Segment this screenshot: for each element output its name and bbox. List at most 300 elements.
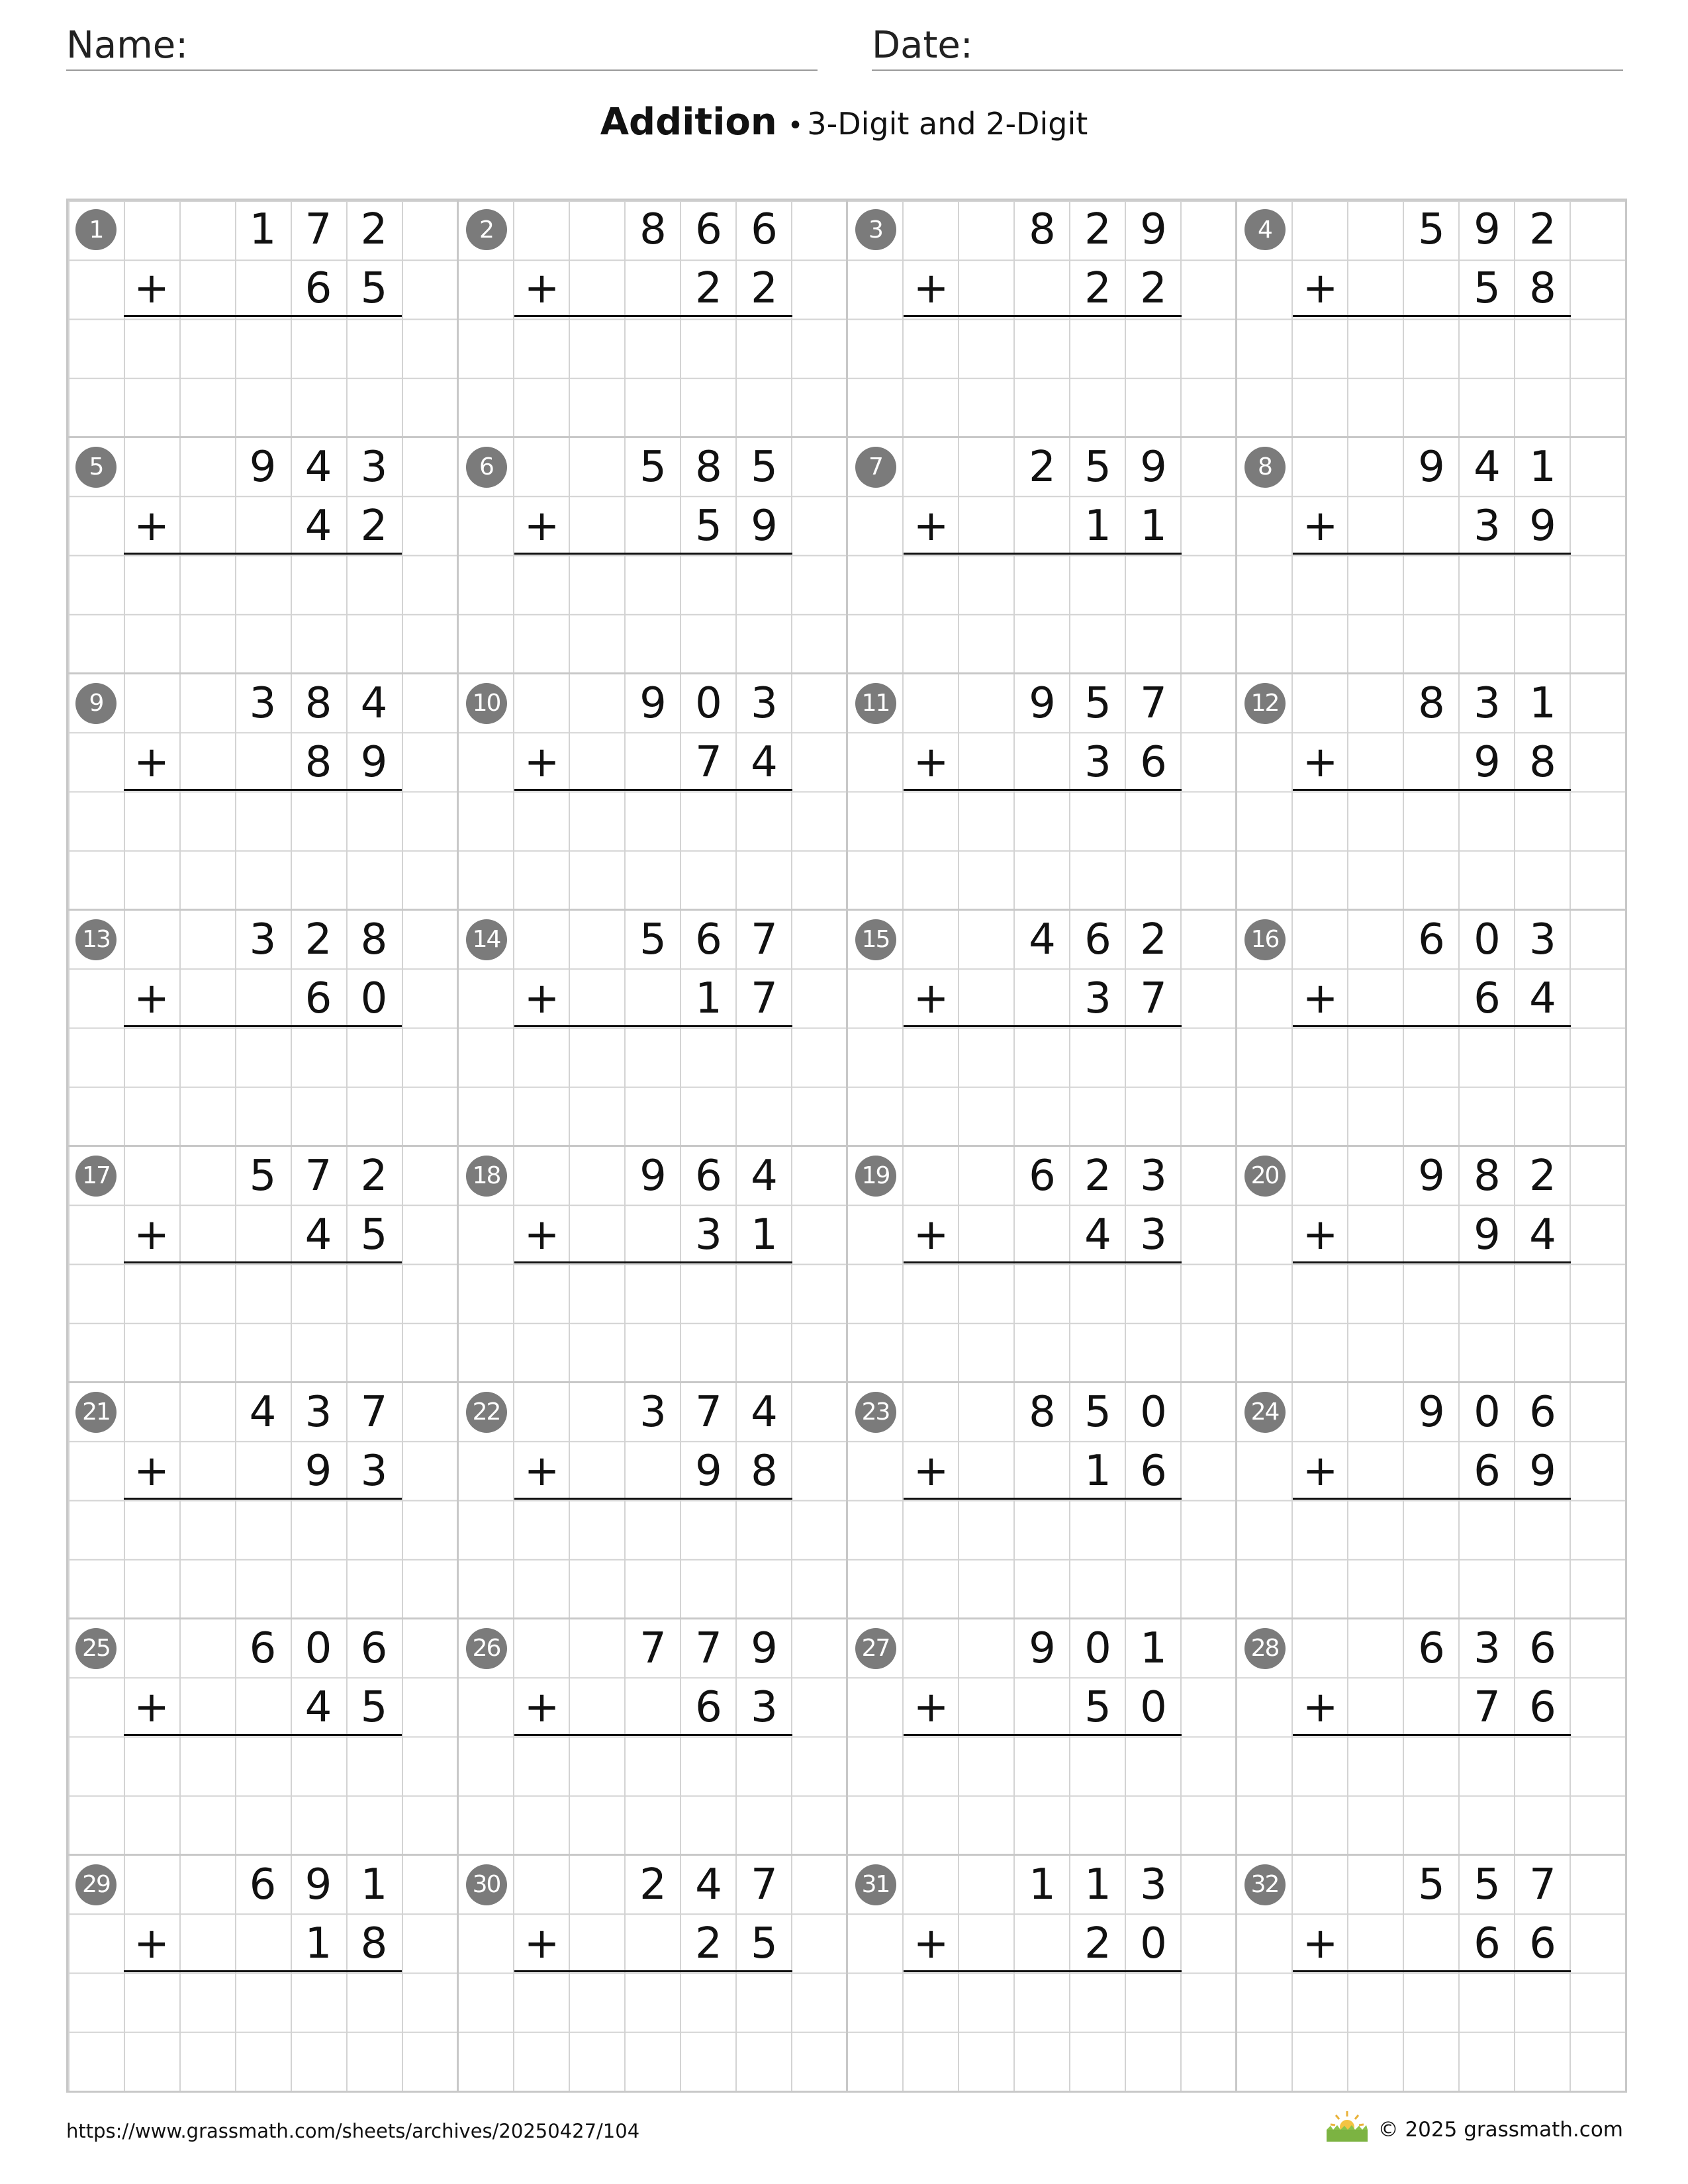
- addend-bottom-digit: 3: [1474, 501, 1501, 551]
- addend-top-digit: 1: [249, 205, 277, 254]
- worksheet-title: [0, 101, 1688, 144]
- addend-top-digit: 3: [360, 442, 388, 492]
- problem-number-badge: 31: [855, 1864, 896, 1905]
- problem-number-badge: 9: [75, 683, 117, 724]
- problem-number-badge: 22: [466, 1392, 507, 1433]
- addend-top-digit: 4: [1474, 442, 1501, 492]
- problem-27: [846, 1617, 1237, 1856]
- addend-top-digit: 5: [1084, 1387, 1111, 1437]
- answer-line: [124, 1498, 402, 1500]
- plus-sign: +: [1302, 737, 1338, 787]
- problem-18: [457, 1145, 848, 1383]
- answer-line: [904, 1734, 1182, 1736]
- answer-line: [904, 1970, 1182, 1972]
- plus-sign: +: [134, 1682, 169, 1732]
- addend-top-digit: 5: [1084, 678, 1111, 728]
- addend-top-digit: 7: [360, 1387, 388, 1437]
- addend-bottom-digit: 0: [1140, 1682, 1167, 1732]
- addend-top-digit: 3: [1474, 1623, 1501, 1673]
- addend-bottom-digit: 3: [1084, 737, 1111, 787]
- addend-bottom-digit: 6: [305, 264, 332, 314]
- addend-bottom-digit: 3: [1140, 1210, 1167, 1259]
- addend-top-digit: 6: [360, 1623, 388, 1673]
- addend-bottom-digit: 5: [360, 1682, 388, 1732]
- problem-19: [846, 1145, 1237, 1383]
- answer-line: [124, 1734, 402, 1736]
- addend-bottom-digit: 9: [1529, 501, 1556, 551]
- addend-top-digit: 6: [1418, 915, 1445, 964]
- problem-number-badge: 6: [466, 447, 507, 488]
- problem-12: [1235, 672, 1626, 911]
- addend-top-digit: 3: [751, 678, 778, 728]
- addend-bottom-digit: 4: [305, 1682, 332, 1732]
- addend-top-digit: 2: [1084, 1151, 1111, 1201]
- addend-bottom-digit: 6: [1474, 974, 1501, 1023]
- plus-sign: +: [524, 1682, 560, 1732]
- date-label: Date:: [872, 24, 973, 67]
- addend-top-digit: 8: [695, 442, 722, 492]
- addend-bottom-digit: 4: [1084, 1210, 1111, 1259]
- addend-bottom-digit: 3: [360, 1446, 388, 1496]
- addend-top-digit: 5: [249, 1151, 277, 1201]
- addend-top-digit: 6: [249, 1623, 277, 1673]
- addend-top-digit: 3: [1140, 1860, 1167, 1909]
- problem-grid: [66, 199, 1627, 2093]
- plus-sign: +: [1302, 1682, 1338, 1732]
- addend-top-digit: 6: [1418, 1623, 1445, 1673]
- problem-number-badge: 10: [466, 683, 507, 724]
- problem-number-badge: 20: [1244, 1156, 1286, 1197]
- addend-bottom-digit: 7: [751, 974, 778, 1023]
- addend-top-digit: 6: [695, 205, 722, 254]
- plus-sign: +: [1302, 501, 1338, 551]
- problem-number-badge: 21: [75, 1392, 117, 1433]
- answer-line: [904, 1498, 1182, 1500]
- addend-top-digit: 8: [360, 915, 388, 964]
- plus-sign: +: [524, 1919, 560, 1968]
- addend-bottom-digit: 2: [695, 1919, 722, 1968]
- name-field[interactable]: [66, 20, 818, 71]
- addend-top-digit: 9: [1418, 442, 1445, 492]
- problem-9: [68, 672, 457, 911]
- answer-line: [514, 1734, 792, 1736]
- addend-top-digit: 4: [360, 678, 388, 728]
- addend-top-digit: 9: [249, 442, 277, 492]
- problem-number-badge: 8: [1244, 447, 1286, 488]
- addend-bottom-digit: 5: [1474, 264, 1501, 314]
- addend-bottom-digit: 0: [360, 974, 388, 1023]
- grass-sun-logo-icon: [1324, 2109, 1370, 2143]
- addend-bottom-digit: 9: [1474, 1210, 1501, 1259]
- answer-line: [1293, 789, 1571, 791]
- addend-bottom-digit: 7: [1474, 1682, 1501, 1732]
- problem-number-badge: 19: [855, 1156, 896, 1197]
- addend-bottom-digit: 9: [360, 737, 388, 787]
- answer-line: [124, 315, 402, 317]
- answer-line: [514, 1970, 792, 1972]
- plus-sign: +: [134, 1919, 169, 1968]
- addend-top-digit: 6: [1529, 1387, 1556, 1437]
- problem-20: [1235, 1145, 1626, 1383]
- addend-bottom-digit: 7: [695, 737, 722, 787]
- addend-bottom-digit: 6: [305, 974, 332, 1023]
- date-field[interactable]: [872, 20, 1623, 71]
- addend-bottom-digit: 8: [1529, 737, 1556, 787]
- addend-bottom-digit: 9: [1474, 737, 1501, 787]
- addend-bottom-digit: 7: [1140, 974, 1167, 1023]
- plus-sign: +: [134, 1446, 169, 1496]
- plus-sign: +: [524, 264, 560, 314]
- problem-number-badge: 24: [1244, 1392, 1286, 1433]
- answer-line: [1293, 1970, 1571, 1972]
- answer-line: [1293, 1498, 1571, 1500]
- addend-bottom-digit: 5: [751, 1919, 778, 1968]
- problem-22: [457, 1381, 848, 1619]
- plus-sign: +: [913, 1919, 949, 1968]
- problem-number-badge: 13: [75, 919, 117, 960]
- answer-line: [124, 1970, 402, 1972]
- footer-copyright: © 2025 grassmath.com: [1378, 2118, 1623, 2142]
- problem-16: [1235, 909, 1626, 1147]
- addend-top-digit: 4: [695, 1860, 722, 1909]
- title-subtitle: 3-Digit and 2-Digit: [807, 106, 1088, 142]
- addend-top-digit: 7: [751, 915, 778, 964]
- addend-top-digit: 0: [695, 678, 722, 728]
- answer-line: [904, 789, 1182, 791]
- problem-number-badge: 26: [466, 1628, 507, 1669]
- addend-top-digit: 3: [1529, 915, 1556, 964]
- answer-line: [514, 315, 792, 317]
- problem-30: [457, 1854, 848, 2092]
- addend-bottom-digit: 3: [1084, 974, 1111, 1023]
- problem-number-badge: 1: [75, 209, 117, 250]
- addend-top-digit: 1: [1529, 678, 1556, 728]
- addend-bottom-digit: 4: [305, 1210, 332, 1259]
- addend-bottom-digit: 2: [695, 264, 722, 314]
- plus-sign: +: [913, 737, 949, 787]
- answer-line: [514, 553, 792, 555]
- plus-sign: +: [524, 501, 560, 551]
- problem-number-badge: 5: [75, 447, 117, 488]
- problem-28: [1235, 1617, 1626, 1856]
- addend-top-digit: 2: [639, 1860, 667, 1909]
- addend-top-digit: 0: [1084, 1623, 1111, 1673]
- addend-top-digit: 7: [695, 1623, 722, 1673]
- addend-top-digit: 7: [695, 1387, 722, 1437]
- addend-top-digit: 5: [1474, 1860, 1501, 1909]
- plus-sign: +: [1302, 974, 1338, 1023]
- addend-top-digit: 9: [1474, 205, 1501, 254]
- addend-bottom-digit: 9: [695, 1446, 722, 1496]
- plus-sign: +: [913, 974, 949, 1023]
- addend-bottom-digit: 6: [1529, 1682, 1556, 1732]
- plus-sign: +: [134, 501, 169, 551]
- addend-bottom-digit: 9: [1529, 1446, 1556, 1496]
- problem-32: [1235, 1854, 1626, 2092]
- plus-sign: +: [134, 1210, 169, 1259]
- answer-line: [124, 789, 402, 791]
- addend-top-digit: 5: [751, 442, 778, 492]
- problem-5: [68, 436, 457, 674]
- addend-top-digit: 5: [639, 915, 667, 964]
- problem-24: [1235, 1381, 1626, 1619]
- problem-26: [457, 1617, 848, 1856]
- addend-top-digit: 6: [249, 1860, 277, 1909]
- answer-line: [124, 1261, 402, 1263]
- answer-line: [1293, 1025, 1571, 1027]
- problem-number-badge: 11: [855, 683, 896, 724]
- addend-top-digit: 9: [1140, 442, 1167, 492]
- addend-bottom-digit: 6: [1529, 1919, 1556, 1968]
- problem-number-badge: 18: [466, 1156, 507, 1197]
- problem-25: [68, 1617, 457, 1856]
- problem-10: [457, 672, 848, 911]
- addend-bottom-digit: 5: [695, 501, 722, 551]
- problem-8: [1235, 436, 1626, 674]
- addend-top-digit: 8: [639, 205, 667, 254]
- addend-bottom-digit: 4: [751, 737, 778, 787]
- answer-line: [1293, 1261, 1571, 1263]
- addend-bottom-digit: 2: [1140, 264, 1167, 314]
- addend-top-digit: 9: [639, 678, 667, 728]
- problem-3: [846, 201, 1237, 437]
- addend-top-digit: 9: [751, 1623, 778, 1673]
- problem-21: [68, 1381, 457, 1619]
- title-main: Addition: [600, 101, 777, 144]
- plus-sign: +: [913, 264, 949, 314]
- addend-top-digit: 6: [1084, 915, 1111, 964]
- addend-top-digit: 5: [639, 442, 667, 492]
- addend-top-digit: 2: [1529, 1151, 1556, 1201]
- addend-top-digit: 2: [305, 915, 332, 964]
- problem-13: [68, 909, 457, 1147]
- plus-sign: +: [913, 501, 949, 551]
- addend-bottom-digit: 6: [1474, 1446, 1501, 1496]
- addend-bottom-digit: 3: [751, 1682, 778, 1732]
- answer-line: [514, 1498, 792, 1500]
- plus-sign: +: [134, 974, 169, 1023]
- addend-top-digit: 2: [1529, 205, 1556, 254]
- addend-top-digit: 9: [1418, 1387, 1445, 1437]
- answer-line: [124, 553, 402, 555]
- addend-bottom-digit: 2: [1084, 264, 1111, 314]
- addend-bottom-digit: 1: [1140, 501, 1167, 551]
- problem-14: [457, 909, 848, 1147]
- problem-15: [846, 909, 1237, 1147]
- addend-top-digit: 9: [639, 1151, 667, 1201]
- answer-line: [1293, 315, 1571, 317]
- addend-top-digit: 7: [1140, 678, 1167, 728]
- addend-bottom-digit: 5: [1084, 1682, 1111, 1732]
- answer-line: [124, 1025, 402, 1027]
- plus-sign: +: [134, 264, 169, 314]
- plus-sign: +: [913, 1210, 949, 1259]
- addend-top-digit: 4: [751, 1387, 778, 1437]
- plus-sign: +: [524, 737, 560, 787]
- addend-top-digit: 9: [1418, 1151, 1445, 1201]
- addend-top-digit: 3: [249, 678, 277, 728]
- problem-number-badge: 12: [1244, 683, 1286, 724]
- addend-top-digit: 3: [1474, 678, 1501, 728]
- answer-line: [514, 789, 792, 791]
- addend-bottom-digit: 4: [1529, 1210, 1556, 1259]
- answer-line: [1293, 553, 1571, 555]
- answer-line: [904, 315, 1182, 317]
- addend-top-digit: 2: [1140, 915, 1167, 964]
- addend-top-digit: 8: [305, 678, 332, 728]
- addend-top-digit: 8: [1029, 1387, 1056, 1437]
- addend-top-digit: 6: [695, 915, 722, 964]
- problem-23: [846, 1381, 1237, 1619]
- addend-top-digit: 6: [1029, 1151, 1056, 1201]
- problem-number-badge: 4: [1244, 209, 1286, 250]
- addend-bottom-digit: 5: [360, 264, 388, 314]
- addend-top-digit: 1: [1529, 442, 1556, 492]
- problem-6: [457, 436, 848, 674]
- addend-bottom-digit: 2: [1084, 1919, 1111, 1968]
- plus-sign: +: [1302, 1210, 1338, 1259]
- answer-line: [514, 1261, 792, 1263]
- addend-top-digit: 1: [1084, 1860, 1111, 1909]
- addend-bottom-digit: 2: [751, 264, 778, 314]
- answer-line: [904, 1261, 1182, 1263]
- addend-bottom-digit: 3: [695, 1210, 722, 1259]
- addend-top-digit: 1: [360, 1860, 388, 1909]
- problem-number-badge: 7: [855, 447, 896, 488]
- plus-sign: +: [1302, 1919, 1338, 1968]
- problem-31: [846, 1854, 1237, 2092]
- addend-top-digit: 9: [305, 1860, 332, 1909]
- addend-bottom-digit: 1: [1084, 501, 1111, 551]
- addend-top-digit: 7: [639, 1623, 667, 1673]
- addend-bottom-digit: 1: [305, 1919, 332, 1968]
- addend-bottom-digit: 8: [305, 737, 332, 787]
- problem-number-badge: 28: [1244, 1628, 1286, 1669]
- addend-bottom-digit: 1: [695, 974, 722, 1023]
- addend-bottom-digit: 8: [1529, 264, 1556, 314]
- addend-top-digit: 6: [695, 1151, 722, 1201]
- addend-bottom-digit: 6: [1474, 1919, 1501, 1968]
- addend-top-digit: 4: [305, 442, 332, 492]
- addend-top-digit: 0: [1474, 1387, 1501, 1437]
- plus-sign: +: [134, 737, 169, 787]
- addend-top-digit: 1: [1140, 1623, 1167, 1673]
- addend-top-digit: 3: [249, 915, 277, 964]
- problem-number-badge: 2: [466, 209, 507, 250]
- problem-number-badge: 3: [855, 209, 896, 250]
- addend-bottom-digit: 0: [1140, 1919, 1167, 1968]
- plus-sign: +: [524, 1210, 560, 1259]
- problem-number-badge: 30: [466, 1864, 507, 1905]
- addend-bottom-digit: 1: [751, 1210, 778, 1259]
- addend-top-digit: 9: [1029, 1623, 1056, 1673]
- problem-1: [68, 201, 457, 437]
- plus-sign: +: [524, 974, 560, 1023]
- addend-top-digit: 9: [1029, 678, 1056, 728]
- addend-top-digit: 3: [639, 1387, 667, 1437]
- problem-11: [846, 672, 1237, 911]
- title-separator: •: [787, 111, 804, 141]
- addend-top-digit: 2: [1029, 442, 1056, 492]
- addend-top-digit: 4: [1029, 915, 1056, 964]
- addend-top-digit: 0: [1474, 915, 1501, 964]
- addend-bottom-digit: 4: [1529, 974, 1556, 1023]
- problem-number-badge: 15: [855, 919, 896, 960]
- problem-number-badge: 17: [75, 1156, 117, 1197]
- plus-sign: +: [1302, 1446, 1338, 1496]
- problem-number-badge: 25: [75, 1628, 117, 1669]
- addend-bottom-digit: 1: [1084, 1446, 1111, 1496]
- problem-number-badge: 16: [1244, 919, 1286, 960]
- addend-top-digit: 5: [1418, 205, 1445, 254]
- addend-top-digit: 8: [1418, 678, 1445, 728]
- footer-url[interactable]: https://www.grassmath.com/sheets/archives/20250427/104: [66, 2120, 640, 2142]
- problem-17: [68, 1145, 457, 1383]
- addend-top-digit: 0: [305, 1623, 332, 1673]
- problem-number-badge: 14: [466, 919, 507, 960]
- addend-bottom-digit: 4: [305, 501, 332, 551]
- addend-top-digit: 2: [1084, 205, 1111, 254]
- answer-line: [514, 1025, 792, 1027]
- addend-top-digit: 7: [305, 205, 332, 254]
- addend-top-digit: 8: [1474, 1151, 1501, 1201]
- plus-sign: +: [913, 1682, 949, 1732]
- addend-top-digit: 4: [751, 1151, 778, 1201]
- addend-bottom-digit: 6: [695, 1682, 722, 1732]
- plus-sign: +: [913, 1446, 949, 1496]
- addend-top-digit: 0: [1140, 1387, 1167, 1437]
- addend-top-digit: 1: [1029, 1860, 1056, 1909]
- answer-line: [904, 553, 1182, 555]
- name-label: Name:: [66, 24, 189, 67]
- answer-line: [1293, 1734, 1571, 1736]
- answer-line: [904, 1025, 1182, 1027]
- addend-top-digit: 6: [1529, 1623, 1556, 1673]
- problem-4: [1235, 201, 1626, 437]
- plus-sign: +: [1302, 264, 1338, 314]
- addend-top-digit: 6: [751, 205, 778, 254]
- addend-bottom-digit: 8: [360, 1919, 388, 1968]
- addend-bottom-digit: 8: [751, 1446, 778, 1496]
- addend-bottom-digit: 5: [360, 1210, 388, 1259]
- addend-top-digit: 4: [249, 1387, 277, 1437]
- addend-top-digit: 5: [1418, 1860, 1445, 1909]
- problem-7: [846, 436, 1237, 674]
- addend-bottom-digit: 6: [1140, 737, 1167, 787]
- addend-bottom-digit: 9: [305, 1446, 332, 1496]
- problem-number-badge: 29: [75, 1864, 117, 1905]
- problem-number-badge: 27: [855, 1628, 896, 1669]
- addend-top-digit: 9: [1140, 205, 1167, 254]
- problem-number-badge: 23: [855, 1392, 896, 1433]
- addend-bottom-digit: 2: [360, 501, 388, 551]
- addend-top-digit: 2: [360, 1151, 388, 1201]
- addend-top-digit: 7: [305, 1151, 332, 1201]
- addend-bottom-digit: 9: [751, 501, 778, 551]
- problem-number-badge: 32: [1244, 1864, 1286, 1905]
- addend-top-digit: 8: [1029, 205, 1056, 254]
- plus-sign: +: [524, 1446, 560, 1496]
- addend-top-digit: 3: [1140, 1151, 1167, 1201]
- addend-top-digit: 3: [305, 1387, 332, 1437]
- problem-29: [68, 1854, 457, 2092]
- addend-top-digit: 7: [751, 1860, 778, 1909]
- addend-top-digit: 5: [1084, 442, 1111, 492]
- addend-top-digit: 2: [360, 205, 388, 254]
- addend-top-digit: 7: [1529, 1860, 1556, 1909]
- problem-2: [457, 201, 848, 437]
- addend-bottom-digit: 6: [1140, 1446, 1167, 1496]
